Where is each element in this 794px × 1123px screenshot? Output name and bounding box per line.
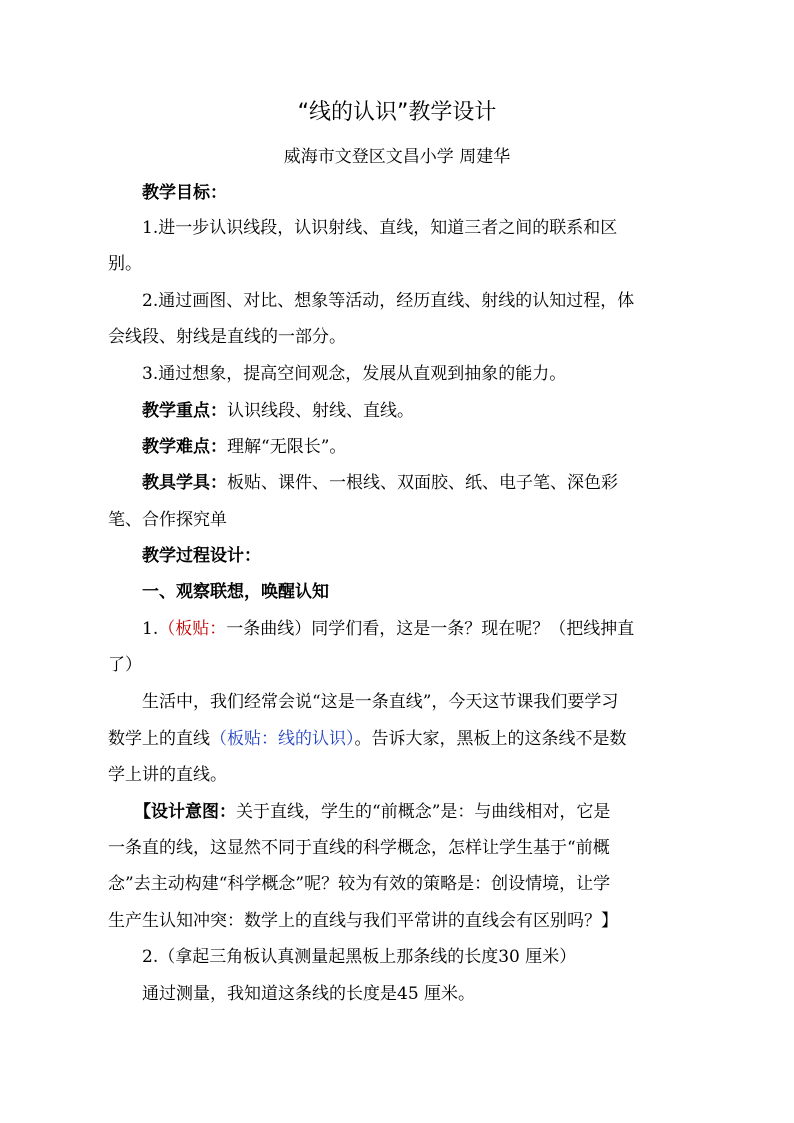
design-intent-label: 【设计意图：	[134, 802, 236, 822]
difficult-point-text: 理解“无限长”。	[227, 437, 347, 457]
document-title: “线的认识”教学设计	[297, 100, 497, 125]
paragraph-1-line-2: 了）	[108, 655, 142, 675]
author-line: 威海市文登区文昌小学 周建华	[283, 147, 511, 167]
design-intent-line-2: 一条直的线，这显然不同于直线的科学概念，怎样让学生基于“前概	[108, 838, 610, 858]
paragraph-1-line-1	[142, 617, 688, 641]
design-intent-text: 关于直线，学生的“前概念”是：与曲线相对，它是	[236, 802, 611, 822]
paragraph-2-pre: 数学上的直线	[108, 729, 210, 749]
paragraph-2-line-3: 学上讲的直线。	[108, 765, 227, 785]
design-intent-line-3: 念”去主动构建“科学概念”呢？较为有效的策略是：创设情境，让学	[108, 874, 611, 894]
design-intent-line-4: 生产生认知冲突：数学上的直线与我们平常讲的直线会有区别吗？】	[108, 911, 618, 931]
key-point	[142, 399, 688, 423]
section-1-heading: 一、观察联想，唤醒认知	[142, 582, 329, 602]
tools-line-2: 笔、合作探究单	[108, 510, 227, 530]
key-point-label: 教学重点：	[142, 401, 227, 421]
paragraph-3: 2.（拿起三角板认真测量起黑板上那条线的长度30 厘米）	[142, 947, 577, 967]
goals-heading: 教学目标：	[142, 183, 227, 203]
paragraph-2-post: 。告诉大家，黑板上的这条线不是数	[354, 729, 627, 749]
goal-1-line-2: 别。	[108, 254, 142, 274]
board-note-blue: （板贴：线的认识）	[210, 729, 355, 749]
difficult-point	[142, 435, 688, 459]
goal-1-line-1: 1.进一步认识线段，认识射线、直线，知道三者之间的联系和区	[142, 218, 618, 238]
paragraph-2-line-1: 生活中，我们经常会说“这是一条直线”，今天这节课我们要学习	[142, 692, 619, 712]
tools-line-1	[142, 471, 688, 495]
design-intent-line-1	[134, 800, 690, 824]
paragraph-1-number: 1.	[142, 619, 159, 639]
paragraph-4: 通过测量，我知道这条线的长度是45 厘米。	[142, 984, 476, 1004]
process-heading: 教学过程设计：	[142, 546, 261, 566]
paragraph-2-line-2	[108, 727, 688, 751]
goal-2-line-2: 会线段、射线是直线的一部分。	[108, 327, 346, 347]
board-note-red: （板贴：	[158, 619, 227, 639]
tools-label: 教具学具：	[142, 473, 227, 493]
key-point-text: 认识线段、射线、直线。	[227, 401, 414, 421]
goal-3: 3.通过想象，提高空间观念，发展从直观到抽象的能力。	[142, 364, 567, 384]
difficult-point-label: 教学难点：	[142, 437, 227, 457]
goal-2-line-1: 2.通过画图、对比、想象等活动，经历直线、射线的认知过程，体	[142, 291, 635, 311]
paragraph-1-text: 一条曲线）同学们看，这是一条？现在呢？（把线抻直	[226, 619, 635, 639]
tools-text: 板贴、课件、一根线、双面胶、纸、电子笔、深色彩	[227, 473, 618, 493]
